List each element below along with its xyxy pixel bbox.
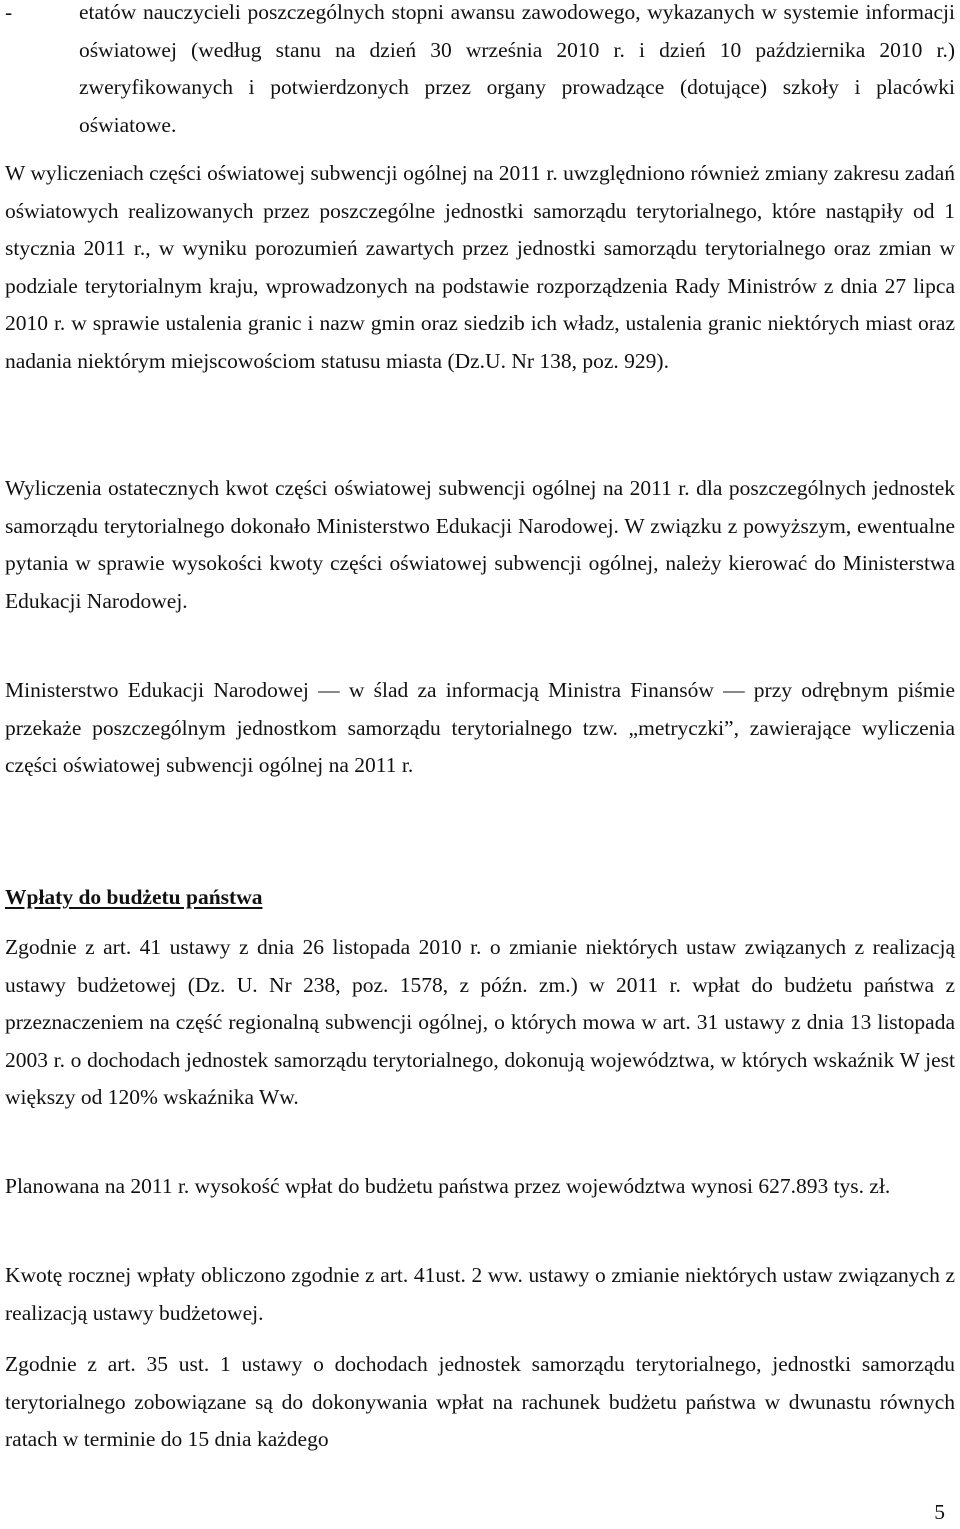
document-page xyxy=(5,0,955,1529)
section-heading: Wpłaty do budżetu państwa xyxy=(5,885,263,909)
paragraph-planned-amount: Planowana na 2011 r. wysokość wpłat do budżetu państwa przez województwa wynosi 627.893 tys. zł. xyxy=(5,1174,891,1198)
paragraph-payment-schedule: Zgodnie z art. 35 ust. 1 ustawy o dochodach jednostek samorządu terytorialnego, jednostki samorządu terytorialnego zobowiązane są do dokonywania wpłat na rachunek budżetu państwa w dwunastu równych ratach w terminie do 15 dnia każdego xyxy=(5,1352,955,1451)
paragraph-metryczki: Ministerstwo Edukacji Narodowej — w ślad za informacją Ministra Finansów — przy odrębnym piśmie przekaże poszczególnym jednostkom samorządu terytorialnego tzw. „metryczki”, zawierające wyliczenia części oświatowej subwencji ogólnej na 2011 r. xyxy=(5,678,955,777)
paragraph-calculation: Kwotę rocznej wpłaty obliczono zgodnie z art. 41ust. 2 ww. ustawy o zmianie niektórych ustaw związanych z realizacją ustawy budżetowej. xyxy=(5,1263,955,1325)
page-number: 5 xyxy=(934,1500,945,1524)
bullet-dash: - xyxy=(5,0,13,24)
paragraph-final-amounts: Wyliczenia ostatecznych kwot części oświatowej subwencji ogólnej na 2011 r. dla poszczególnych jednostek samorządu terytorialnego dokonało Ministerstwo Edukacji Narodowej. W związku z powyższym, ewentualne pytania w sprawie wysokości kwoty części oświatowej subwencji ogólnej, należy kierować do Ministerstwa Edukacji Narodowej. xyxy=(5,476,955,613)
paragraph-legal-basis: Zgodnie z art. 41 ustawy z dnia 26 listopada 2010 r. o zmianie niektórych ustaw związanych z realizacją ustawy budżetowej (Dz. U. Nr 238, poz. 1578, z późn. zm.) w 2011 r. wpłat do budżetu państwa z przeznaczeniem na część regionalną subwencji ogólnej, o których mowa w art. 31 ustawy z dnia 13 listopada 2003 r. o dochodach jednostek samorządu terytorialnego, dokonują województwa, w których wskaźnik W jest większy od 120% wskaźnika Ww. xyxy=(5,935,955,1109)
paragraph-recalculation: W wyliczeniach części oświatowej subwencji ogólnej na 2011 r. uwzględniono również zmiany zakresu zadań oświatowych realizowanych przez poszczególne jednostki samorządu terytorialnego, które nastąpiły od 1 stycznia 2011 r., w wyniku porozumień zawartych przez jednostki samorządu terytorialnego oraz zmian w podziale terytorialnym kraju, wprowadzonych na podstawie rozporządzenia Rady Ministrów z dnia 27 lipca 2010 r. w sprawie ustalenia granic i nazw gmin oraz siedzib ich władz, ustalenia granic niektórych miast oraz nadania niektórym miejscowościom statusu miasta (Dz.U. Nr 138, poz. 929). xyxy=(5,161,955,373)
bullet-text: etatów nauczycieli poszczególnych stopni awansu zawodowego, wykazanych w systemie informacji oświatowej (według stanu na dzień 30 września 2010 r. i dzień 10 października 2010 r.) zweryfikowanych i potwierdzonych przez organy prowadzące (dotujące) szkoły i placówki oświatowe. xyxy=(79,0,955,137)
